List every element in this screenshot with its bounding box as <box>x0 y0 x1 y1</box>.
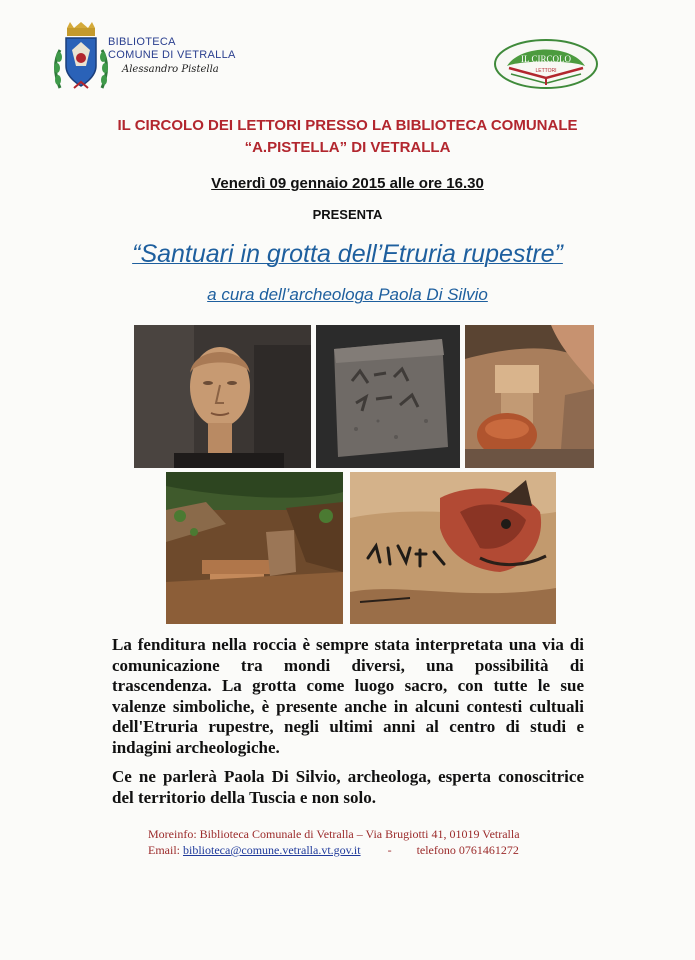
circolo-book-icon <box>493 38 599 90</box>
footer <box>148 826 578 858</box>
photo-terracotta-head <box>134 325 311 468</box>
vetralla-crest-icon <box>52 22 110 94</box>
photo-rock-altar <box>465 325 594 468</box>
circolo-logo-text: IL CIRCOLO <box>521 54 571 64</box>
talk-title: “Santuari in grotta dell’Etruria rupestre” <box>132 240 563 268</box>
library-name-line1: BIBLIOTECA <box>108 36 176 48</box>
event-title-line2: “A.PISTELLA” DI VETRALLA <box>244 139 451 156</box>
library-signature: Alessandro Pistella <box>122 64 219 75</box>
library-name-line2: COMUNE DI VETRALLA <box>108 49 236 61</box>
event-date: Venerdì 09 gennaio 2015 alle ore 16.30 <box>211 175 484 192</box>
footer-contacts <box>148 842 578 858</box>
phone-label: telefono <box>416 843 456 857</box>
circolo-logo <box>493 38 599 90</box>
footer-separator: - <box>387 843 392 857</box>
circolo-logo-subtext: LETTORI <box>535 68 557 74</box>
email-label: Email: <box>148 843 180 857</box>
photo-etruscan-fresco <box>350 472 556 624</box>
footer-info: Moreinfo: Biblioteca Comunale di Vetralla – Via Brugiotti 41, 01019 Vetralla <box>148 827 520 841</box>
description-paragraph-1: La fenditura nella roccia è sempre stata interpretata una via di comunicazione tra mondi diversi, una possibilità di trascendenza. La grotta come luogo sacro, con tutte le sue valenze simboliche, è presente anche in alcuni contesti cultuali dell'Etruria rupestre, negli ultimi anni al centro di studi e indagini archeologiche. <box>112 635 584 757</box>
photo-inscribed-stone <box>316 325 460 468</box>
presenta-label: PRESENTA <box>312 207 383 222</box>
description <box>112 635 584 808</box>
phone-number: 0761461272 <box>458 843 519 857</box>
photo-excavation-site <box>166 472 343 624</box>
event-title-line1: IL CIRCOLO DEI LETTORI PRESSO LA BIBLIOTECA COMUNALE <box>117 117 578 134</box>
library-name <box>108 36 236 62</box>
curator-line: a cura dell’archeologa Paola Di Silvio <box>207 285 488 304</box>
description-paragraph-2: Ce ne parlerà Paola Di Silvio, archeologa, esperta conoscitrice del territorio della Tuscia e non solo. <box>112 767 584 807</box>
library-logo <box>52 18 236 96</box>
email-link[interactable]: biblioteca@comune.vetralla.vt.gov.it <box>183 843 361 857</box>
